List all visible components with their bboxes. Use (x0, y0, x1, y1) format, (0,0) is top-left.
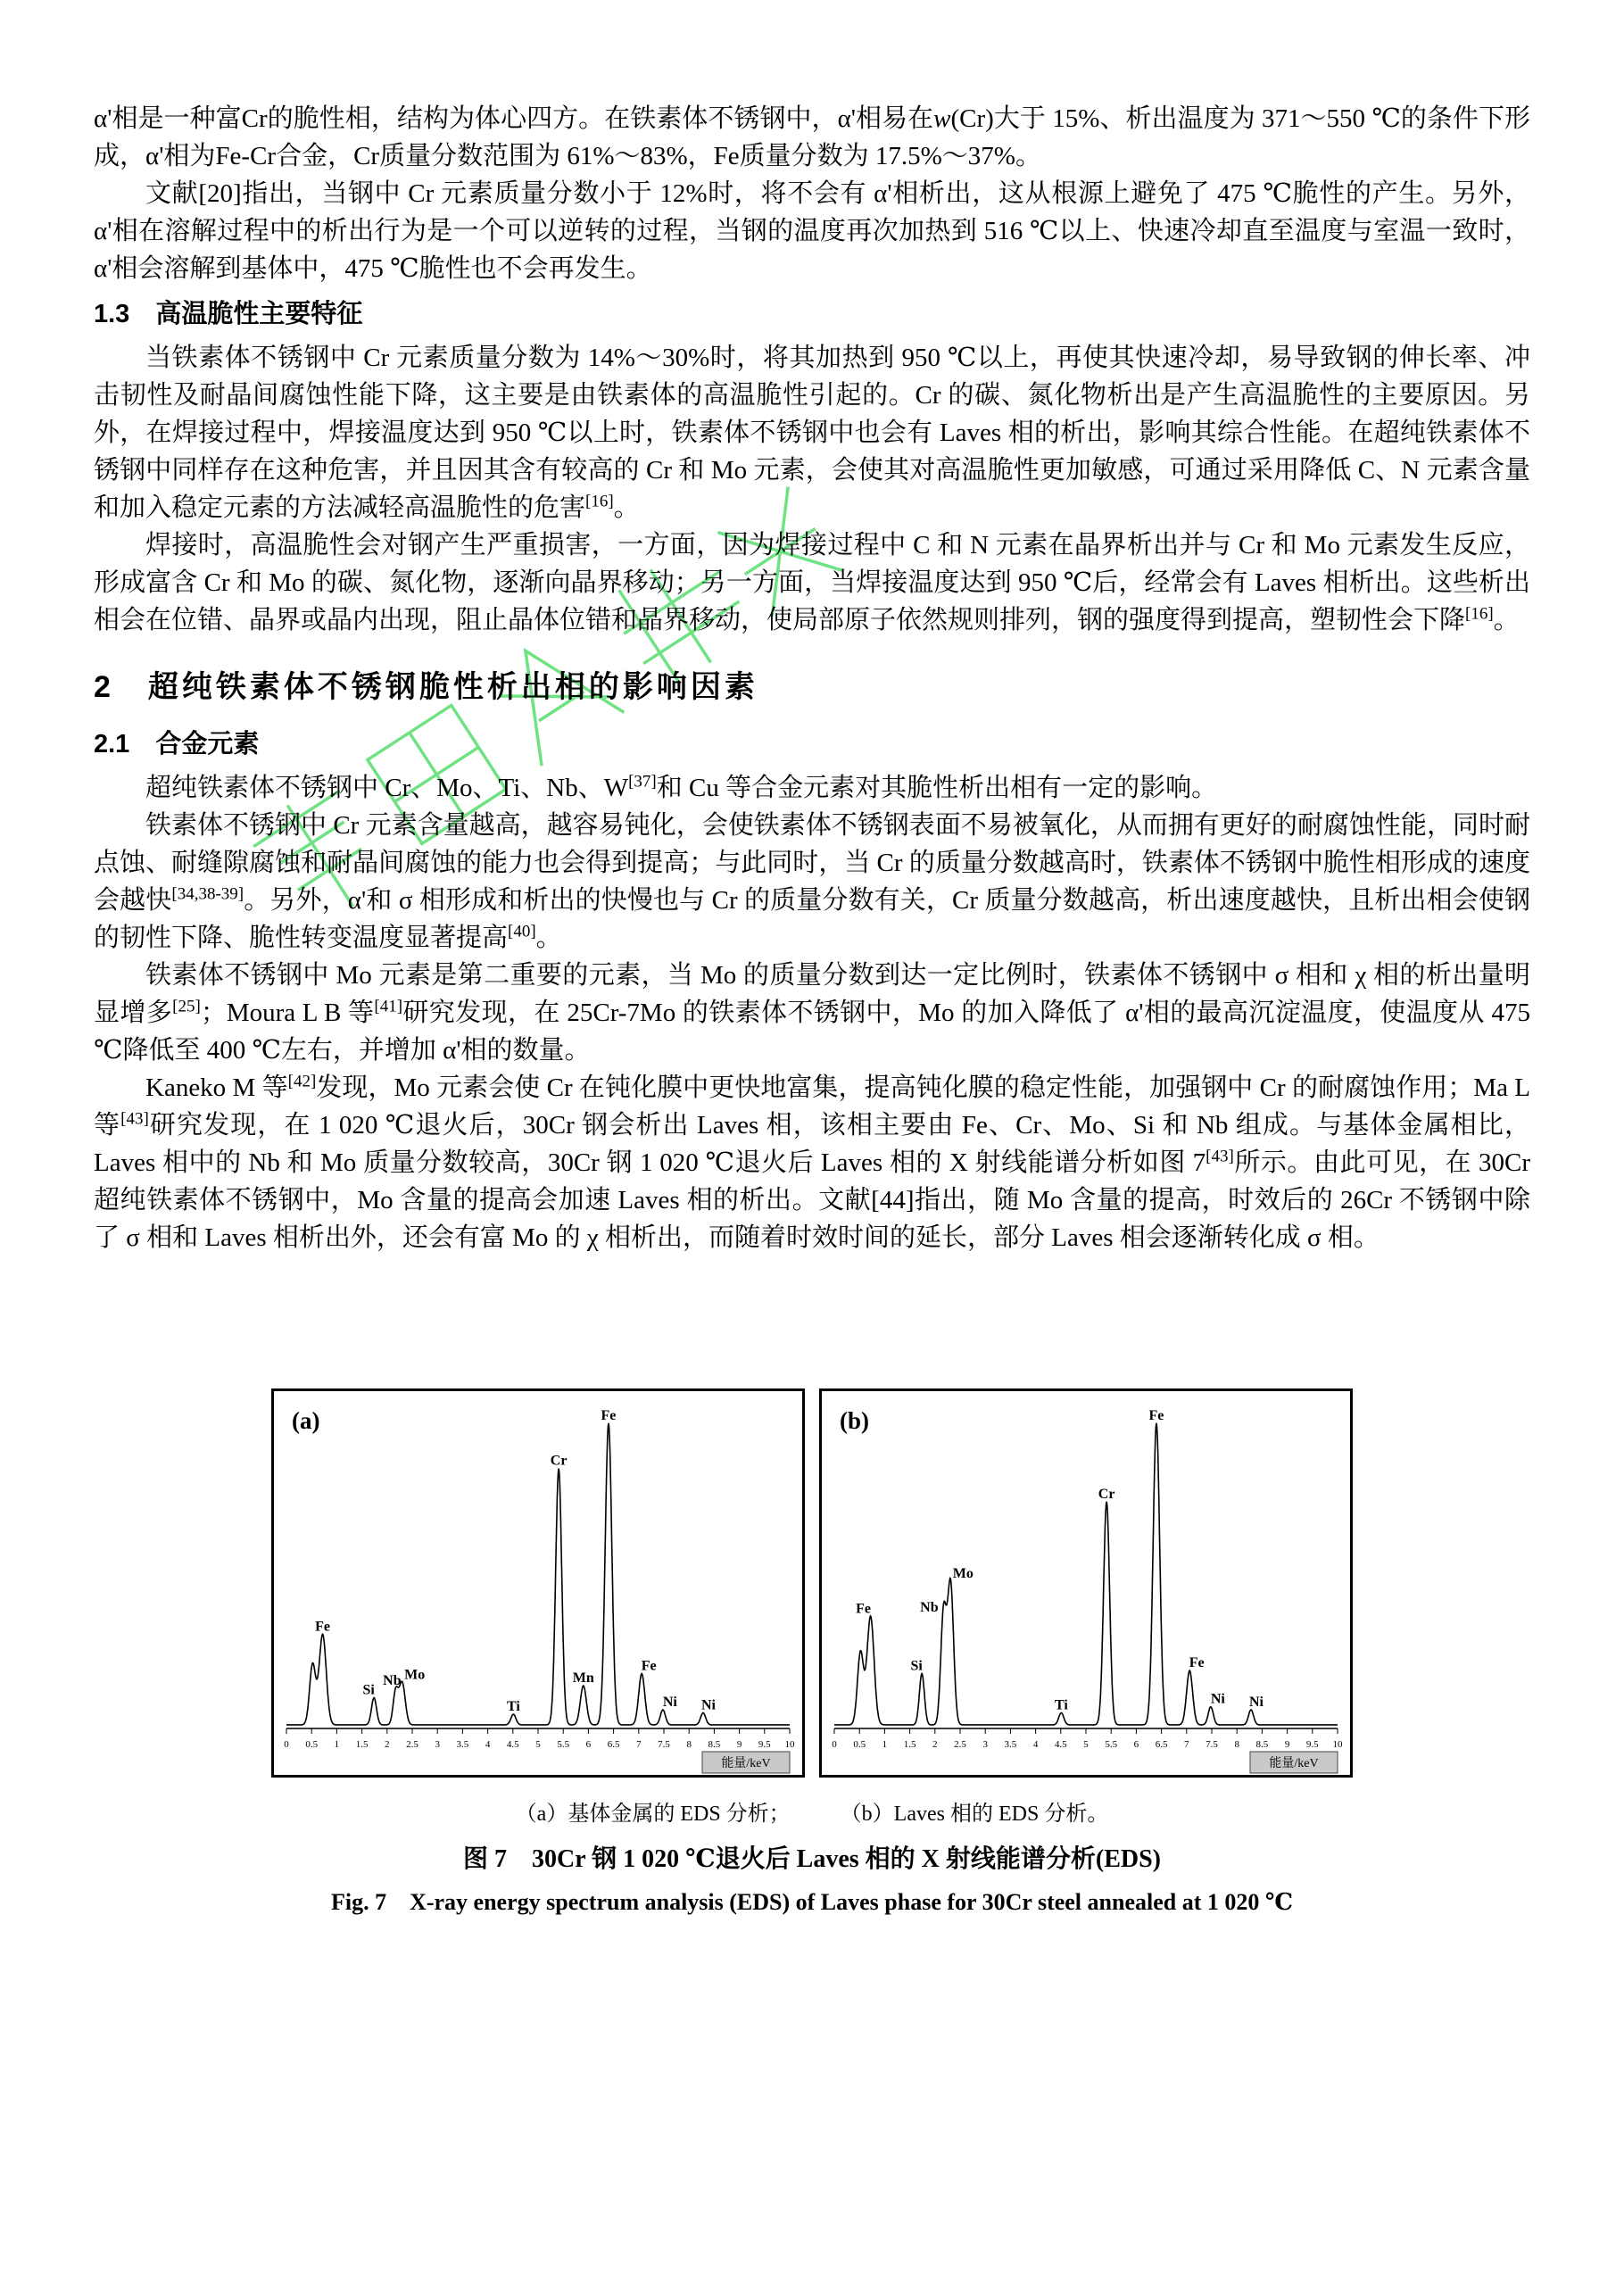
svg-text:0: 0 (832, 1739, 837, 1750)
svg-text:0.5: 0.5 (305, 1739, 319, 1750)
citation-ref: [40] (508, 922, 536, 941)
figure-subcaption (94, 1795, 1530, 1827)
svg-text:8: 8 (686, 1739, 692, 1750)
svg-text:Nb: Nb (920, 1599, 939, 1615)
svg-text:Fe: Fe (1189, 1655, 1205, 1671)
svg-text:6: 6 (585, 1739, 592, 1750)
svg-text:Si: Si (362, 1682, 375, 1698)
svg-text:5.5: 5.5 (557, 1739, 570, 1750)
eds-spectrum-a (274, 1391, 802, 1775)
paragraph: α'相是一种富Cr的脆性相，结构为体心四方。在铁素体不锈钢中，α'相易在w(Cr)大于 15%、析出温度为 371～550 ℃的条件下形成，α'相为Fe-Cr合金，Cr质量分数范围为 61%～83%，Fe质量分数为 17.5%～37%。 (94, 104, 1530, 170)
svg-text:Fe: Fe (641, 1658, 657, 1674)
svg-text:2.5: 2.5 (954, 1739, 966, 1750)
figure-caption-zh: 图 7 30Cr 钢 1 020 ℃退火后 Laves 相的 X 射线能谱分析(EDS) (462, 1845, 1162, 1873)
svg-text:能量/keV: 能量/keV (1269, 1757, 1319, 1770)
paragraph: 超纯铁素体不锈钢中 Cr、Mo、Ti、Nb、W[37]和 Cu 等合金元素对其脆性析出相有一定的影响。 (145, 772, 1218, 802)
svg-text:Mo: Mo (952, 1566, 974, 1582)
svg-text:Si: Si (910, 1658, 923, 1674)
svg-text:8.5: 8.5 (1255, 1739, 1269, 1750)
subcaption-b: （b）Laves 相的 EDS 分析。 (840, 1803, 1109, 1826)
paragraph: 铁素体不锈钢中 Cr 元素含量越高，越容易钝化，会使铁素体不锈钢表面不易被氧化，从而拥有更好的耐腐蚀性能，同时耐点蚀、耐缝隙腐蚀和耐晶间腐蚀的能力也会得到提高；与此同时，当 Cr 的质量分数越高时，铁素体不锈钢中脆性相形成的速度会越快[34,38-39]。另外，α'和 σ 相形成和析出的快慢也与 Cr 的质量分数有关，Cr 质量分数越高，析出速度越快，且析出相会使钢的韧性下降、脆性转变温度显著提高[40]。 (94, 811, 1530, 952)
svg-text:3.5: 3.5 (456, 1739, 469, 1750)
svg-text:Fe: Fe (856, 1601, 872, 1617)
section-heading: 1.3 高温脆性主要特征 (94, 300, 363, 328)
svg-text:6.5: 6.5 (607, 1739, 620, 1750)
figure-caption-en: Fig. 7 X-ray energy spectrum analysis (EDS) of Laves phase for 30Cr steel annealed at 1 020 ℃ (330, 1889, 1294, 1915)
svg-text:1.5: 1.5 (903, 1739, 916, 1750)
svg-text:Ni: Ni (700, 1697, 716, 1713)
svg-text:Ni: Ni (662, 1695, 677, 1711)
paragraph: 铁素体不锈钢中 Mo 元素是第二重要的元素，当 Mo 的质量分数到达一定比例时，铁素体不锈钢中 σ 相和 χ 相的析出量明显增多[25]；Moura L B 等[41]研究发现，在 25Cr-7Mo 的铁素体不锈钢中，Mo 的加入降低了 α'相的最高沉淀温度，使温度从 475 ℃降低至 400 ℃左右，并增加 α'相的数量。 (94, 961, 1530, 1065)
eds-chart-a (271, 1388, 805, 1778)
svg-text:7: 7 (636, 1739, 642, 1750)
svg-text:7.5: 7.5 (1206, 1739, 1218, 1750)
svg-text:5.5: 5.5 (1105, 1739, 1118, 1750)
paragraph: Kaneko M 等[42]发现，Mo 元素会使 Cr 在钝化膜中更快地富集，提高钝化膜的稳定性能，加强钢中 Cr 的耐腐蚀作用；Ma L 等[43]研究发现，在 1 020 ℃退火后，30Cr 钢会析出 Laves 相，该相主要由 Fe、Cr、Mo、Si 和 Nb 组成。与基体金属相比，Laves 相中的 Nb 和 Mo 质量分数较高，30Cr 钢 1 020 ℃退火后 Laves 相的 X 射线能谱分析如图 7[43]所示。由此可见，在 30Cr 超纯铁素体不锈钢中，Mo 含量的提高会加速 Laves 相的析出。文献[44]指出，随 Mo 含量的提高，时效后的 26Cr 不锈钢中除了 σ 相和 Laves 相析出外，还会有富 Mo 的 χ 相析出，而随着时效时间的延长，部分 Laves 相会逐渐转化成 σ 相。 (94, 1072, 1530, 1252)
svg-text:7: 7 (1184, 1739, 1189, 1750)
svg-text:6: 6 (1133, 1739, 1139, 1750)
citation-ref: [37] (628, 772, 657, 792)
svg-text:7.5: 7.5 (658, 1739, 670, 1750)
svg-text:Ti: Ti (1054, 1697, 1068, 1713)
citation-ref: [16] (1465, 604, 1494, 624)
eds-charts-row (94, 1388, 1530, 1778)
svg-text:4.5: 4.5 (506, 1739, 519, 1750)
svg-text:5: 5 (535, 1739, 541, 1750)
svg-text:Mo: Mo (404, 1667, 426, 1683)
citation-ref: [43] (1206, 1147, 1234, 1166)
svg-text:Mn: Mn (572, 1670, 594, 1687)
citation-ref: [25] (172, 997, 201, 1016)
svg-text:8: 8 (1234, 1739, 1239, 1750)
citation-ref: [42] (287, 1072, 317, 1091)
figure-7 (94, 1388, 1530, 1917)
svg-text:9.5: 9.5 (758, 1739, 771, 1750)
eds-spectrum-b (822, 1391, 1350, 1775)
svg-text:Fe: Fe (601, 1408, 617, 1423)
svg-text:4: 4 (485, 1739, 491, 1750)
svg-text:9.5: 9.5 (1305, 1739, 1319, 1750)
svg-text:Ti: Ti (506, 1699, 520, 1715)
citation-ref: [41] (374, 997, 403, 1016)
svg-text:0: 0 (284, 1739, 289, 1750)
svg-text:10: 10 (784, 1739, 795, 1750)
subcaption-a: （a）基体金属的 EDS 分析； (515, 1803, 791, 1826)
svg-text:Nb: Nb (383, 1672, 402, 1688)
svg-text:10: 10 (1332, 1739, 1343, 1750)
svg-text:Cr: Cr (550, 1453, 568, 1469)
article-body (94, 100, 1530, 1256)
paragraph: 文献[20]指出，当钢中 Cr 元素质量分数小于 12%时，将不会有 α'相析出，这从根源上避免了 475 ℃脆性的产生。另外，α'相在溶解过程中的析出行为是一个可以逆转的过程，当钢的温度再次加热到 516 ℃以上、快速冷却直至温度与室温一致时，α'相会溶解到基体中，475 ℃脆性也不会再发生。 (94, 179, 1530, 283)
svg-text:(b): (b) (840, 1407, 869, 1434)
svg-text:1: 1 (334, 1739, 340, 1750)
svg-text:6.5: 6.5 (1155, 1739, 1168, 1750)
svg-text:Fe: Fe (1148, 1408, 1164, 1423)
svg-text:2: 2 (932, 1739, 938, 1750)
paragraph: 当铁素体不锈钢中 Cr 元素质量分数为 14%～30%时，将其加热到 950 ℃以上，再使其快速冷却，易导致钢的伸长率、冲击韧性及耐晶间腐蚀性能下降，这主要是由铁素体的高温脆性引起的。Cr 的碳、氮化物析出是产生高温脆性的主要原因。另外，在焊接过程中，焊接温度达到 950 ℃以上时，铁素体不锈钢中也会有 Laves 相的析出，影响其综合性能。在超纯铁素体不锈钢中同样存在这种危害，并且因其含有较高的 Cr 和 Mo 元素，会使其对高温脆性更加敏感，可通过采用降低 C、N 元素含量和加入稳定元素的方法减轻高温脆性的危害[16]。 (94, 344, 1530, 522)
svg-text:3.5: 3.5 (1004, 1739, 1017, 1750)
svg-text:1: 1 (882, 1739, 888, 1750)
svg-text:9: 9 (736, 1739, 742, 1750)
svg-text:4: 4 (1032, 1739, 1039, 1750)
citation-ref: [16] (585, 492, 614, 511)
svg-text:Ni: Ni (1248, 1695, 1264, 1711)
section-heading: 2.1 合金元素 (94, 730, 260, 758)
svg-text:1.5: 1.5 (355, 1739, 369, 1750)
citation-ref: [34,38-39] (171, 884, 244, 904)
svg-text:0.5: 0.5 (853, 1739, 866, 1750)
svg-text:3: 3 (982, 1739, 988, 1750)
citation-ref: [43] (120, 1109, 149, 1129)
svg-text:5: 5 (1083, 1739, 1089, 1750)
svg-text:2: 2 (385, 1739, 390, 1750)
svg-text:Cr: Cr (1098, 1486, 1115, 1502)
svg-text:(a): (a) (292, 1407, 320, 1434)
svg-text:能量/keV: 能量/keV (721, 1757, 771, 1770)
eds-chart-b (819, 1388, 1353, 1778)
section-heading: 2 超纯铁素体不锈钢脆性析出相的影响因素 (94, 670, 758, 704)
svg-text:Fe: Fe (315, 1619, 331, 1635)
svg-text:9: 9 (1284, 1739, 1290, 1750)
svg-text:3: 3 (435, 1739, 440, 1750)
svg-text:2.5: 2.5 (406, 1739, 418, 1750)
paragraph: 焊接时，高温脆性会对钢产生严重损害，一方面，因为焊接过程中 C 和 N 元素在晶界析出并与 Cr 和 Mo 元素发生反应，形成富含 Cr 和 Mo 的碳、氮化物，逐渐向晶界移动；另一方面，当焊接温度达到 950 ℃后，经常会有 Laves 相析出。这些析出相会在位错、晶界或晶内出现，阻止晶体位错和晶界移动，使局部原子依然规则排列，钢的强度得到提高，塑韧性会下降[16]。 (94, 531, 1530, 634)
svg-text:Ni: Ni (1210, 1691, 1225, 1707)
svg-text:4.5: 4.5 (1054, 1739, 1067, 1750)
svg-text:8.5: 8.5 (708, 1739, 721, 1750)
